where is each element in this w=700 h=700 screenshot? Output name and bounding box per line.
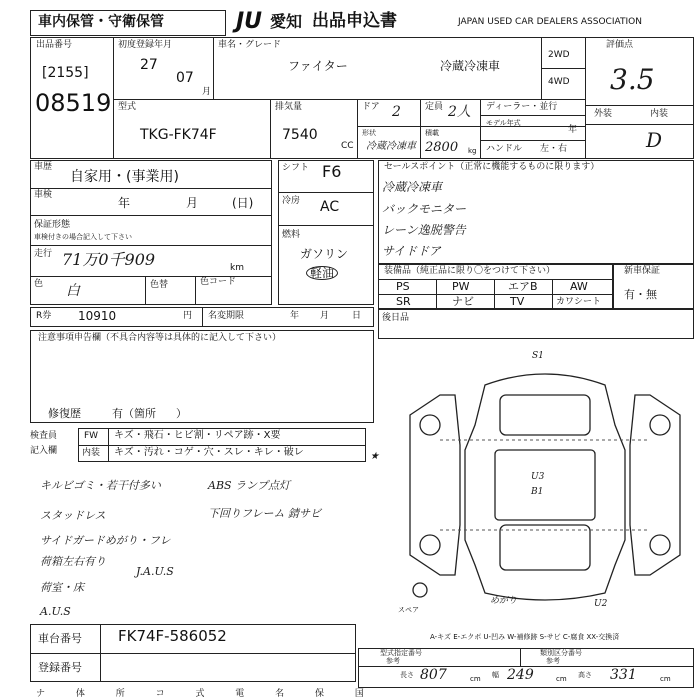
handle-options: 左・右 <box>540 144 568 154</box>
remark-4: 荷箱左右有り <box>40 555 106 568</box>
type-label: 型式 <box>118 102 137 112</box>
diagram-legend: A-キズ E-エクボ U-凹み W-補修跡 S-サビ C-腐食 XX-交換済 <box>430 633 620 641</box>
storage-title: 車内保管・守衛保管 <box>38 14 164 30</box>
shape-label: 形状 <box>362 129 376 137</box>
doors-label: ドア <box>362 102 380 112</box>
org-name: 愛知 <box>270 12 303 31</box>
aircon-value: AC <box>320 199 340 215</box>
mileage-label: 走行 <box>34 249 53 259</box>
grade-score: 3.5 <box>610 63 655 96</box>
diagram-mark-bottom-right: U2 <box>594 599 608 609</box>
remark-3: サイドガードめがり・フレ <box>40 534 171 547</box>
shift-label: シフト <box>282 163 310 173</box>
inspector-label-1: 検査員 <box>30 431 58 441</box>
handle-label: ハンドル <box>486 144 523 154</box>
name-change-month: 月 <box>320 311 330 321</box>
equip-airbag: エアB <box>508 280 538 293</box>
selling-points-label: セールスポイント（正常に機能するものに限ります） <box>384 162 600 172</box>
chassis-label: 車台番号 <box>38 632 82 645</box>
selling-point-1: 冷蔵冷凍車 <box>382 180 443 194</box>
displacement-unit: CC <box>341 141 354 151</box>
selling-point-4: サイドドア <box>382 244 441 258</box>
fuel-label: 燃料 <box>282 230 301 240</box>
spare-label: スペア <box>398 606 419 614</box>
load-value: 2800 <box>425 140 459 155</box>
color-code-label: 色コード <box>200 277 237 287</box>
inspector-row2-title: 内装 <box>82 448 101 458</box>
new-car-warranty-label: 新車保証 <box>624 266 661 276</box>
inspection-day: (日) <box>232 196 254 210</box>
height-value: 331 <box>610 667 637 683</box>
model-label: 車名・グレード <box>218 40 282 50</box>
chassis-value: FK74F-586052 <box>118 627 227 645</box>
name-change-day: 日 <box>352 311 362 321</box>
warranty-note: 車検付きの場合記入して下さい <box>34 233 132 241</box>
name-change-year: 年 <box>290 311 300 321</box>
remark-2: スタッドレス <box>40 509 106 522</box>
inspector-label-2: 記入欄 <box>30 446 58 456</box>
registration-month: 07 <box>176 70 194 86</box>
inspection-month: 月 <box>186 196 199 210</box>
spec-number-label: 型式指定番号 <box>380 649 422 657</box>
ju-logo: JU <box>236 9 263 34</box>
model-year-label: モデル年式 <box>486 119 521 127</box>
footer-strip: ナ 体 所 コ 式 電 名 保 国 <box>36 689 378 699</box>
doors-value: 2 <box>392 104 401 120</box>
equip-pw: PW <box>452 280 470 293</box>
equip-sr: SR <box>396 295 411 308</box>
history-value: 自家用・(事業用) <box>70 169 179 185</box>
equip-navi: ナビ <box>452 295 474 308</box>
capacity-value: 2人 <box>448 104 471 120</box>
length-label: 長さ <box>400 671 414 679</box>
remark-6: ABS ランプ点灯 <box>208 479 291 492</box>
class-ref: 参考 <box>546 657 560 665</box>
notes-label: 注意事項申告欄（不具合内容等は具体的に記入して下さい） <box>38 333 282 343</box>
equip-ps: PS <box>396 280 410 293</box>
repair-label: 修復歴 <box>48 407 81 420</box>
mileage-value: 71万0千909 <box>62 250 156 269</box>
equipment-label: 装備品（純正品に限り〇をつけて下さい） <box>384 266 556 276</box>
length-value: 807 <box>420 667 447 683</box>
inspector-row1-title: FW <box>84 431 99 441</box>
type-value: TKG-FK74F <box>140 127 217 143</box>
remark-7: 下回りフレーム 錆サビ <box>208 507 322 520</box>
diagram-mark-center-1: U3 <box>531 472 545 482</box>
inspector-row2: キズ・汚れ・コゲ・穴・スレ・キレ・破レ <box>114 447 304 458</box>
diagram-mark-bottom-left: めがり <box>490 596 518 606</box>
inspector-star: ★ <box>370 451 379 462</box>
spec-ref: 参考 <box>386 657 400 665</box>
height-label: 高さ <box>578 671 592 679</box>
recycle-value: 10910 <box>78 309 117 323</box>
repair-value: 有（箇所 <box>112 407 156 420</box>
rear-label: 後日品 <box>382 313 410 323</box>
width-label: 幅 <box>492 671 499 679</box>
load-unit: kg <box>468 147 477 155</box>
registration-year: 27 <box>140 57 158 73</box>
new-car-warranty-options: 有・無 <box>624 288 657 301</box>
shift-value: F6 <box>322 162 342 181</box>
warranty-label: 保証形態 <box>34 220 71 230</box>
grade-label: 評価点 <box>606 40 634 50</box>
notes-box <box>30 330 374 423</box>
history-label: 車歴 <box>34 162 53 172</box>
color-value: 白 <box>66 283 80 299</box>
registration-month-unit: 月 <box>202 87 212 97</box>
fuel-diesel: 軽油 <box>306 266 338 280</box>
exterior-label: 外装 <box>594 109 613 119</box>
dealer-label: ディーラー・並行 <box>486 102 558 112</box>
diagram-mark-center-2: B1 <box>531 487 544 497</box>
top-grid <box>30 37 694 159</box>
interior-label: 内装 <box>650 109 669 119</box>
selling-point-3: レーン逸脱警告 <box>382 223 466 237</box>
interior-score: D <box>646 128 663 152</box>
assoc-name: JAPAN USED CAR DEALERS ASSOCIATION <box>458 17 642 27</box>
displacement-label: 排気量 <box>275 102 303 112</box>
inspection-year: 年 <box>118 196 131 210</box>
width-unit: cm <box>556 675 567 683</box>
name-change-label: 名変期限 <box>208 311 245 321</box>
color-change-label: 色替 <box>150 280 169 290</box>
length-unit: cm <box>470 675 481 683</box>
drive-4wd: 4WD <box>548 77 570 87</box>
capacity-label: 定員 <box>425 102 444 112</box>
remark-9: A.U.S <box>40 605 71 618</box>
width-value: 249 <box>507 667 534 683</box>
lot-sub-number: [2155] <box>42 65 89 81</box>
selling-point-2: バックモニター <box>382 202 467 216</box>
model-name: ファイター <box>288 59 348 73</box>
lot-label: 出品番号 <box>36 40 73 50</box>
remark-8: J.A.U.S <box>136 565 174 578</box>
mileage-unit: km <box>230 263 244 273</box>
load-label: 積載 <box>425 129 439 137</box>
repair-close: ） <box>176 407 187 420</box>
rear-box <box>378 309 694 339</box>
vehicle-diagram <box>400 355 690 615</box>
aircon-label: 冷房 <box>282 196 301 206</box>
form-title: 出品申込書 <box>312 11 397 31</box>
height-unit: cm <box>660 675 671 683</box>
drive-2wd: 2WD <box>548 50 570 60</box>
recycle-unit: 円 <box>183 311 193 321</box>
inspection-label: 車検 <box>34 190 53 200</box>
equip-aw: AW <box>570 280 588 293</box>
equip-tv: TV <box>510 295 525 308</box>
diagram-mark-top: S1 <box>532 351 544 361</box>
registration-label: 初度登録年月 <box>118 40 173 50</box>
recycle-label: R券 <box>36 311 52 321</box>
remark-1: キルビゴミ・若干付多い <box>40 479 161 492</box>
inspector-row1: キズ・飛石・ヒビ割・リペア跡・X要 <box>114 430 281 441</box>
remark-5: 荷室・床 <box>40 581 84 594</box>
registration-no-label: 登録番号 <box>38 661 82 674</box>
equip-leather: カワシート <box>556 297 602 307</box>
displacement-value: 7540 <box>282 127 318 143</box>
lot-number: 08519 <box>35 89 112 117</box>
model-grade: 冷蔵冷凍車 <box>440 59 501 73</box>
class-number-label: 類別区分番号 <box>540 649 582 657</box>
fuel-gasoline: ガソリン <box>300 247 349 261</box>
color-label: 色 <box>34 279 44 289</box>
shape-value: 冷蔵冷凍車 <box>366 141 416 152</box>
model-year-unit: 年 <box>568 125 578 135</box>
